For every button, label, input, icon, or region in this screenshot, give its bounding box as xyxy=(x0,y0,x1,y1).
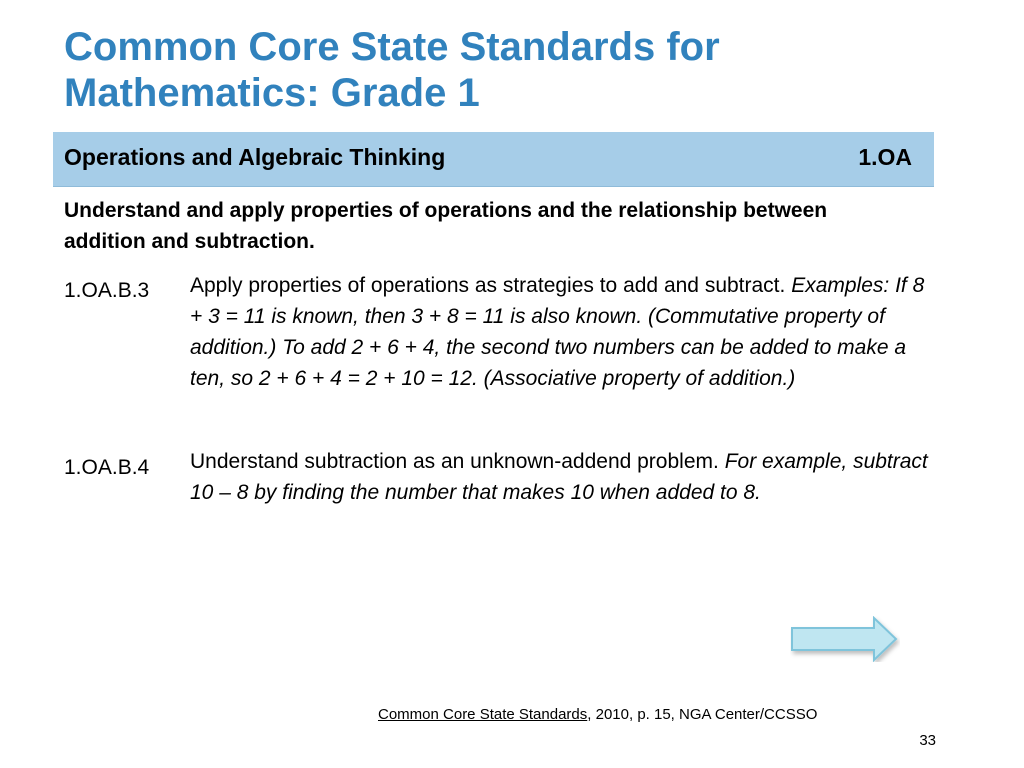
standard-code-2: 1.OA.B.4 xyxy=(64,456,150,479)
citation xyxy=(378,706,817,724)
standard-code-1: 1.OA.B.3 xyxy=(64,279,150,302)
citation-link[interactable]: Common Core State Standards xyxy=(378,706,588,723)
slide-title-line-2: Mathematics: Grade 1 xyxy=(64,71,480,115)
standard-description-2 xyxy=(190,446,935,508)
right-arrow-icon xyxy=(790,616,900,662)
standard-text-2: Understand subtraction as an unknown-addend problem. xyxy=(190,450,719,473)
cluster-heading: Understand and apply properties of operations and the relationship between addition and subtraction. xyxy=(64,199,828,253)
slide-title-line-1: Common Core State Standards for xyxy=(64,25,720,69)
standard-example-1: Examples: If 8 + 3 = 11 is known, then 3 + 8 = 11 is also known. (Commutative property of addition.) To add 2 + 6 + 4, the second two numbers can be added to make a ten, so 2 + 6 + 4 = 2 + 10 = 12. (Associative property of addition.) xyxy=(190,274,925,390)
domain-name: Operations and Algebraic Thinking xyxy=(64,144,446,170)
standard-description-1 xyxy=(190,270,935,394)
standard-example-2: For example, subtract 10 – 8 by finding the number that makes 10 when added to 8. xyxy=(190,450,928,504)
standard-text-1: Apply properties of operations as strategies to add and subtract. xyxy=(190,274,786,297)
citation-details: , 2010, p. 15, NGA Center/CCSSO xyxy=(587,706,818,723)
slide-title xyxy=(64,24,944,116)
domain-header-bar xyxy=(53,132,934,187)
page-number: 33 xyxy=(919,732,936,749)
next-slide-button[interactable] xyxy=(790,616,900,662)
domain-code: 1.OA xyxy=(858,144,912,170)
